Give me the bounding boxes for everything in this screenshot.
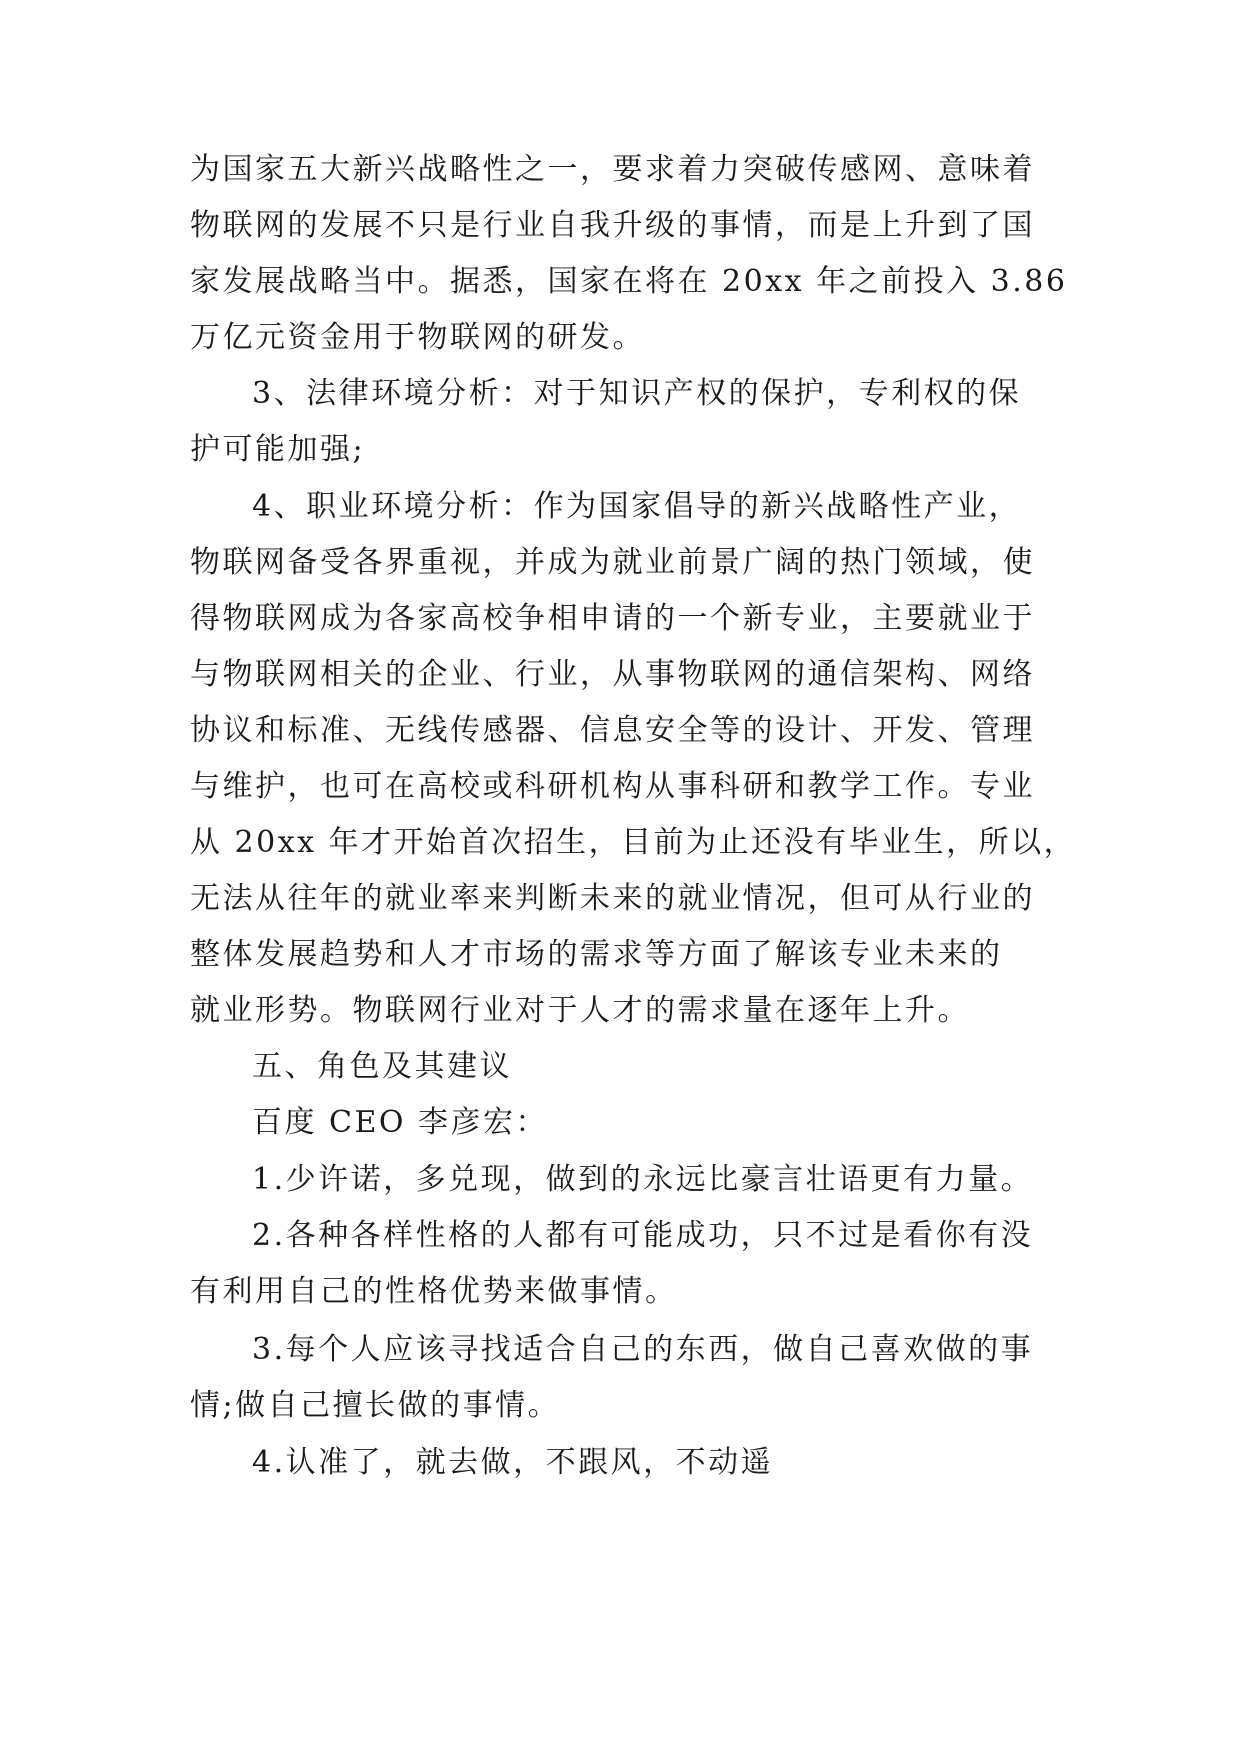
list-item: 2.各种各样性格的人都有可能成功，只不过是看你有没 — [252, 1218, 1034, 1253]
paragraph-line: 就业形势。物联网行业对于人才的需求量在逐年上升。 — [190, 993, 970, 1028]
paragraph-line: 护可能加强; — [190, 432, 366, 467]
paragraph-line: 得物联网成为各家高校争相申请的一个新专业，主要就业于 — [190, 601, 1035, 636]
paragraph-line: 无法从往年的就业率来判断未来的就业情况，但可从行业的 — [190, 881, 1035, 916]
section-item-career-environment: 4、职业环境分析：作为国家倡导的新兴战略性产业， — [252, 489, 1022, 524]
paragraph-line: 与物联网相关的企业、行业，从事物联网的通信架构、网络 — [190, 657, 1035, 692]
paragraph-line: 家发展战略当中。据悉，国家在将在 20xx 年之前投入 3.86 — [190, 264, 1068, 299]
list-item: 3.每个人应该寻找适合自己的东西，做自己喜欢做的事 — [252, 1332, 1034, 1367]
paragraph-line: 与维护，也可在高校或科研机构从事科研和教学工作。专业 — [190, 769, 1035, 804]
paragraph-line: 物联网的发展不只是行业自我升级的事情，而是上升到了国 — [190, 208, 1035, 243]
paragraph-line: 为国家五大新兴战略性之一，要求着力突破传感网、意味着 — [190, 152, 1035, 187]
paragraph-line: 整体发展趋势和人才市场的需求等方面了解该专业未来的 — [190, 937, 1003, 972]
section-item-legal-environment: 3、法律环境分析：对于知识产权的保护，专利权的保 — [252, 376, 1022, 411]
quote-author: 百度 CEO 李彦宏： — [252, 1105, 549, 1140]
paragraph-line: 有利用自己的性格优势来做事情。 — [190, 1274, 678, 1309]
section-heading: 五、角色及其建议 — [252, 1049, 512, 1084]
paragraph-line: 情;做自己擅长做的事情。 — [190, 1388, 561, 1423]
list-item: 1.少许诺，多兑现，做到的永远比豪言壮语更有力量。 — [252, 1162, 1034, 1197]
paragraph-line: 从 20xx 年才开始首次招生，目前为止还没有毕业生，所以， — [190, 825, 1077, 860]
paragraph-line: 物联网备受各界重视，并成为就业前景广阔的热门领域，使 — [190, 545, 1035, 580]
list-item: 4.认准了，就去做，不跟风，不动遥 — [252, 1445, 774, 1480]
paragraph-line: 协议和标准、无线传感器、信息安全等的设计、开发、管理 — [190, 713, 1035, 748]
paragraph-line: 万亿元资金用于物联网的研发。 — [190, 320, 645, 355]
